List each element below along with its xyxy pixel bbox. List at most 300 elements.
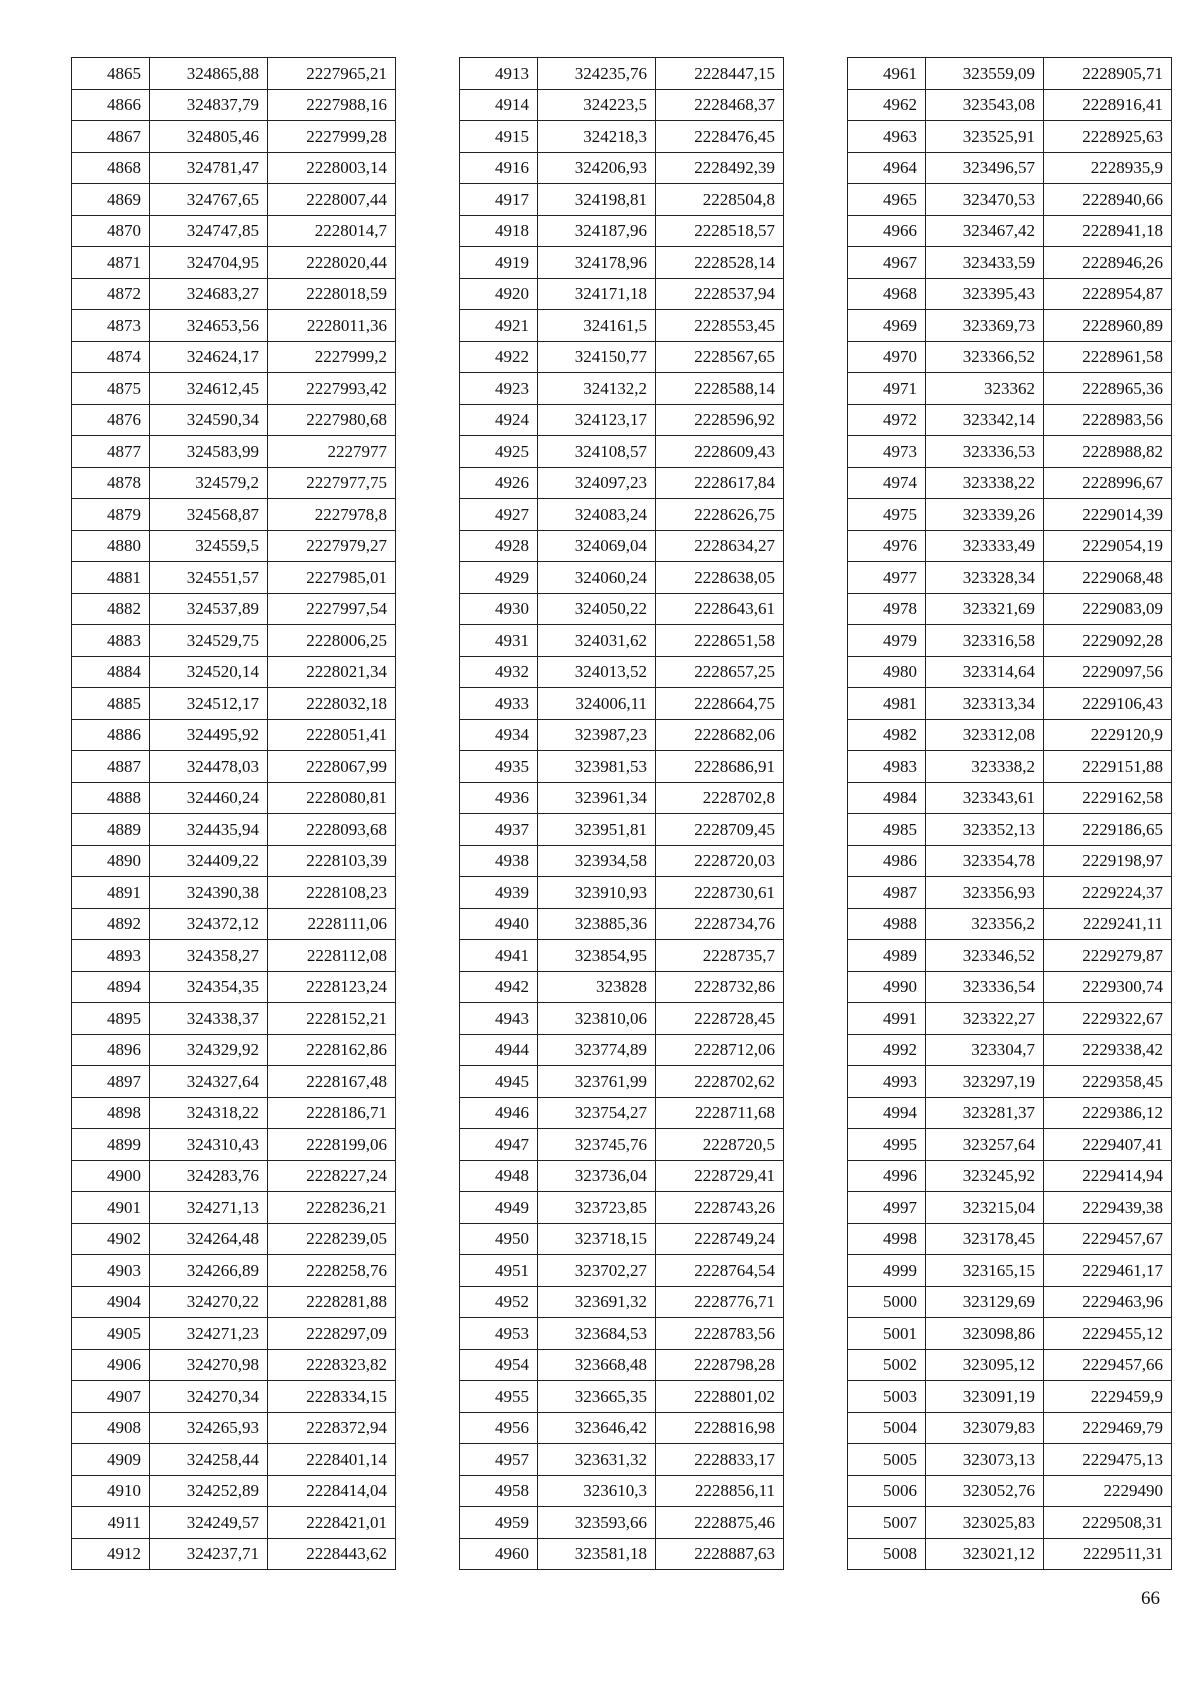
- x-coordinate-cell: 324318,22: [150, 1097, 268, 1129]
- table-row: [72, 1003, 396, 1035]
- y-coordinate-cell: 2228447,15: [656, 58, 784, 90]
- x-coordinate-cell: 323356,2: [926, 908, 1044, 940]
- x-coordinate-cell: 323525,91: [926, 121, 1044, 153]
- x-coordinate-cell: 323987,23: [538, 719, 656, 751]
- table-row: [848, 89, 1172, 121]
- point-number-cell: 4922: [460, 341, 538, 373]
- x-coordinate-cell: 323079,83: [926, 1412, 1044, 1444]
- x-coordinate-cell: 323336,53: [926, 436, 1044, 468]
- point-number-cell: 4981: [848, 688, 926, 720]
- point-number-cell: 4869: [72, 184, 150, 216]
- point-number-cell: 4999: [848, 1255, 926, 1287]
- x-coordinate-cell: 323684,53: [538, 1318, 656, 1350]
- y-coordinate-cell: 2228960,89: [1044, 310, 1172, 342]
- y-coordinate-cell: 2229198,97: [1044, 845, 1172, 877]
- table-body: [460, 58, 784, 1570]
- table-row: [848, 1160, 1172, 1192]
- y-coordinate-cell: 2228476,45: [656, 121, 784, 153]
- x-coordinate-cell: 324132,2: [538, 373, 656, 405]
- x-coordinate-cell: 324223,5: [538, 89, 656, 121]
- y-coordinate-cell: 2228801,02: [656, 1381, 784, 1413]
- table-row: [848, 341, 1172, 373]
- y-coordinate-cell: 2228372,94: [268, 1412, 396, 1444]
- table-row: [460, 593, 784, 625]
- x-coordinate-cell: 323328,34: [926, 562, 1044, 594]
- table-row: [460, 58, 784, 90]
- y-coordinate-cell: 2228504,8: [656, 184, 784, 216]
- point-number-cell: 4952: [460, 1286, 538, 1318]
- x-coordinate-cell: 323321,69: [926, 593, 1044, 625]
- x-coordinate-cell: 324460,24: [150, 782, 268, 814]
- point-number-cell: 4983: [848, 751, 926, 783]
- y-coordinate-cell: 2228916,41: [1044, 89, 1172, 121]
- point-number-cell: 4912: [72, 1538, 150, 1570]
- y-coordinate-cell: 2228297,09: [268, 1318, 396, 1350]
- x-coordinate-cell: 323025,83: [926, 1507, 1044, 1539]
- point-number-cell: 4921: [460, 310, 538, 342]
- x-coordinate-cell: 324520,14: [150, 656, 268, 688]
- point-number-cell: 4871: [72, 247, 150, 279]
- point-number-cell: 4986: [848, 845, 926, 877]
- point-number-cell: 5008: [848, 1538, 926, 1570]
- point-number-cell: 4897: [72, 1066, 150, 1098]
- y-coordinate-cell: 2228011,36: [268, 310, 396, 342]
- y-coordinate-cell: 2228020,44: [268, 247, 396, 279]
- y-coordinate-cell: 2228567,65: [656, 341, 784, 373]
- x-coordinate-cell: 323073,13: [926, 1444, 1044, 1476]
- point-number-cell: 4879: [72, 499, 150, 531]
- table-row: [72, 1349, 396, 1381]
- x-coordinate-cell: 324624,17: [150, 341, 268, 373]
- point-number-cell: 4943: [460, 1003, 538, 1035]
- y-coordinate-cell: 2228702,8: [656, 782, 784, 814]
- x-coordinate-cell: 323366,52: [926, 341, 1044, 373]
- x-coordinate-cell: 323342,14: [926, 404, 1044, 436]
- point-number-cell: 4878: [72, 467, 150, 499]
- table-row: [460, 1318, 784, 1350]
- point-number-cell: 4990: [848, 971, 926, 1003]
- point-number-cell: 4874: [72, 341, 150, 373]
- table-row: [460, 1003, 784, 1035]
- x-coordinate-cell: 324283,76: [150, 1160, 268, 1192]
- point-number-cell: 4892: [72, 908, 150, 940]
- y-coordinate-cell: 2228518,57: [656, 215, 784, 247]
- y-coordinate-cell: 2228776,71: [656, 1286, 784, 1318]
- y-coordinate-cell: 2227985,01: [268, 562, 396, 594]
- point-number-cell: 4902: [72, 1223, 150, 1255]
- point-number-cell: 4906: [72, 1349, 150, 1381]
- table-row: [72, 341, 396, 373]
- table-row: [848, 877, 1172, 909]
- point-number-cell: 4989: [848, 940, 926, 972]
- table-row: [848, 814, 1172, 846]
- table-row: [460, 751, 784, 783]
- x-coordinate-cell: 324249,57: [150, 1507, 268, 1539]
- y-coordinate-cell: 2228108,23: [268, 877, 396, 909]
- x-coordinate-cell: 323828: [538, 971, 656, 1003]
- point-number-cell: 4909: [72, 1444, 150, 1476]
- table-row: [72, 89, 396, 121]
- table-body: [72, 58, 396, 1570]
- y-coordinate-cell: 2228421,01: [268, 1507, 396, 1539]
- y-coordinate-cell: 2229083,09: [1044, 593, 1172, 625]
- x-coordinate-cell: 324270,22: [150, 1286, 268, 1318]
- table-row: [460, 1475, 784, 1507]
- x-coordinate-cell: 324372,12: [150, 908, 268, 940]
- table-row: [460, 1160, 784, 1192]
- table-row: [72, 971, 396, 1003]
- table-row: [848, 373, 1172, 405]
- y-coordinate-cell: 2228239,05: [268, 1223, 396, 1255]
- point-number-cell: 4901: [72, 1192, 150, 1224]
- x-coordinate-cell: 324478,03: [150, 751, 268, 783]
- y-coordinate-cell: 2228935,9: [1044, 152, 1172, 184]
- x-coordinate-cell: 324495,92: [150, 719, 268, 751]
- x-coordinate-cell: 323336,54: [926, 971, 1044, 1003]
- point-number-cell: 4947: [460, 1129, 538, 1161]
- point-number-cell: 4877: [72, 436, 150, 468]
- x-coordinate-cell: 323665,35: [538, 1381, 656, 1413]
- x-coordinate-cell: 324390,38: [150, 877, 268, 909]
- table-row: [848, 845, 1172, 877]
- x-coordinate-cell: 323885,36: [538, 908, 656, 940]
- table-row: [72, 1066, 396, 1098]
- y-coordinate-cell: 2227999,2: [268, 341, 396, 373]
- table-row: [72, 1507, 396, 1539]
- y-coordinate-cell: 2228905,71: [1044, 58, 1172, 90]
- y-coordinate-cell: 2227980,68: [268, 404, 396, 436]
- point-number-cell: 4951: [460, 1255, 538, 1287]
- y-coordinate-cell: 2228798,28: [656, 1349, 784, 1381]
- point-number-cell: 5001: [848, 1318, 926, 1350]
- x-coordinate-cell: 323723,85: [538, 1192, 656, 1224]
- point-number-cell: 4932: [460, 656, 538, 688]
- y-coordinate-cell: 2228712,06: [656, 1034, 784, 1066]
- y-coordinate-cell: 2228720,03: [656, 845, 784, 877]
- point-number-cell: 4963: [848, 121, 926, 153]
- point-number-cell: 4982: [848, 719, 926, 751]
- point-number-cell: 4925: [460, 436, 538, 468]
- point-number-cell: 4957: [460, 1444, 538, 1476]
- y-coordinate-cell: 2228711,68: [656, 1097, 784, 1129]
- x-coordinate-cell: 323774,89: [538, 1034, 656, 1066]
- point-number-cell: 4953: [460, 1318, 538, 1350]
- y-coordinate-cell: 2228749,24: [656, 1223, 784, 1255]
- y-coordinate-cell: 2229469,79: [1044, 1412, 1172, 1444]
- y-coordinate-cell: 2229463,96: [1044, 1286, 1172, 1318]
- table-row: [848, 1003, 1172, 1035]
- y-coordinate-cell: 2229386,12: [1044, 1097, 1172, 1129]
- point-number-cell: 4884: [72, 656, 150, 688]
- x-coordinate-cell: 324150,77: [538, 341, 656, 373]
- y-coordinate-cell: 2229186,65: [1044, 814, 1172, 846]
- table-row: [72, 908, 396, 940]
- y-coordinate-cell: 2229014,39: [1044, 499, 1172, 531]
- table-row: [460, 121, 784, 153]
- y-coordinate-cell: 2227993,42: [268, 373, 396, 405]
- y-coordinate-cell: 2228734,76: [656, 908, 784, 940]
- y-coordinate-cell: 2229106,43: [1044, 688, 1172, 720]
- table-row: [72, 1160, 396, 1192]
- point-number-cell: 4933: [460, 688, 538, 720]
- table-row: [72, 1129, 396, 1161]
- point-number-cell: 4885: [72, 688, 150, 720]
- point-number-cell: 4997: [848, 1192, 926, 1224]
- point-number-cell: 4888: [72, 782, 150, 814]
- y-coordinate-cell: 2228709,45: [656, 814, 784, 846]
- point-number-cell: 4969: [848, 310, 926, 342]
- table-row: [72, 184, 396, 216]
- x-coordinate-cell: 324187,96: [538, 215, 656, 247]
- y-coordinate-cell: 2228468,37: [656, 89, 784, 121]
- x-coordinate-cell: 324781,47: [150, 152, 268, 184]
- point-number-cell: 4950: [460, 1223, 538, 1255]
- table-row: [460, 625, 784, 657]
- table-row: [460, 1507, 784, 1539]
- table-row: [460, 1192, 784, 1224]
- point-number-cell: 4972: [848, 404, 926, 436]
- y-coordinate-cell: 2228152,21: [268, 1003, 396, 1035]
- table-row: [460, 215, 784, 247]
- x-coordinate-cell: 324354,35: [150, 971, 268, 1003]
- y-coordinate-cell: 2228657,25: [656, 656, 784, 688]
- table-row: [460, 1066, 784, 1098]
- x-coordinate-cell: 323433,59: [926, 247, 1044, 279]
- x-coordinate-cell: 323736,04: [538, 1160, 656, 1192]
- point-number-cell: 4970: [848, 341, 926, 373]
- point-number-cell: 4930: [460, 593, 538, 625]
- table-row: [72, 1223, 396, 1255]
- y-coordinate-cell: 2227965,21: [268, 58, 396, 90]
- point-number-cell: 4887: [72, 751, 150, 783]
- y-coordinate-cell: 2228199,06: [268, 1129, 396, 1161]
- y-coordinate-cell: 2228414,04: [268, 1475, 396, 1507]
- x-coordinate-cell: 323668,48: [538, 1349, 656, 1381]
- point-number-cell: 4904: [72, 1286, 150, 1318]
- y-coordinate-cell: 2228702,62: [656, 1066, 784, 1098]
- table-row: [72, 688, 396, 720]
- y-coordinate-cell: 2228093,68: [268, 814, 396, 846]
- x-coordinate-cell: 323304,7: [926, 1034, 1044, 1066]
- point-number-cell: 5000: [848, 1286, 926, 1318]
- x-coordinate-cell: 324237,71: [150, 1538, 268, 1570]
- x-coordinate-cell: 324537,89: [150, 593, 268, 625]
- point-number-cell: 4960: [460, 1538, 538, 1570]
- x-coordinate-cell: 323910,93: [538, 877, 656, 909]
- x-coordinate-cell: 324327,64: [150, 1066, 268, 1098]
- y-coordinate-cell: 2229457,66: [1044, 1349, 1172, 1381]
- table-row: [848, 247, 1172, 279]
- table-row: [848, 782, 1172, 814]
- point-number-cell: 4987: [848, 877, 926, 909]
- table-row: [848, 1286, 1172, 1318]
- point-number-cell: 4980: [848, 656, 926, 688]
- y-coordinate-cell: 2228103,39: [268, 845, 396, 877]
- y-coordinate-cell: 2229224,37: [1044, 877, 1172, 909]
- point-number-cell: 4868: [72, 152, 150, 184]
- x-coordinate-cell: 324271,13: [150, 1192, 268, 1224]
- table-row: [72, 782, 396, 814]
- table-row: [460, 1538, 784, 1570]
- point-number-cell: 4979: [848, 625, 926, 657]
- point-number-cell: 4923: [460, 373, 538, 405]
- table-row: [460, 89, 784, 121]
- x-coordinate-cell: 323356,93: [926, 877, 1044, 909]
- point-number-cell: 4955: [460, 1381, 538, 1413]
- x-coordinate-cell: 323362: [926, 373, 1044, 405]
- table-row: [72, 1097, 396, 1129]
- point-number-cell: 4998: [848, 1223, 926, 1255]
- point-number-cell: 4995: [848, 1129, 926, 1161]
- y-coordinate-cell: 2228588,14: [656, 373, 784, 405]
- y-coordinate-cell: 2229338,42: [1044, 1034, 1172, 1066]
- x-coordinate-cell: 324653,56: [150, 310, 268, 342]
- point-number-cell: 4881: [72, 562, 150, 594]
- table-row: [72, 152, 396, 184]
- point-number-cell: 4954: [460, 1349, 538, 1381]
- x-coordinate-cell: 323316,58: [926, 625, 1044, 657]
- table-row: [72, 404, 396, 436]
- x-coordinate-cell: 323754,27: [538, 1097, 656, 1129]
- table-row: [460, 404, 784, 436]
- table-row: [72, 310, 396, 342]
- x-coordinate-cell: 324590,34: [150, 404, 268, 436]
- y-coordinate-cell: 2228401,14: [268, 1444, 396, 1476]
- point-number-cell: 4974: [848, 467, 926, 499]
- point-number-cell: 4880: [72, 530, 150, 562]
- table-row: [848, 1444, 1172, 1476]
- point-number-cell: 4944: [460, 1034, 538, 1066]
- y-coordinate-cell: 2228123,24: [268, 971, 396, 1003]
- table-row: [460, 499, 784, 531]
- table-row: [460, 1129, 784, 1161]
- point-number-cell: 4899: [72, 1129, 150, 1161]
- point-number-cell: 4996: [848, 1160, 926, 1192]
- table-row: [72, 1286, 396, 1318]
- table-row: [848, 1318, 1172, 1350]
- y-coordinate-cell: 2228954,87: [1044, 278, 1172, 310]
- table-row: [848, 719, 1172, 751]
- y-coordinate-cell: 2228638,05: [656, 562, 784, 594]
- table-row: [460, 152, 784, 184]
- table-row: [460, 1412, 784, 1444]
- table-body: [848, 58, 1172, 1570]
- y-coordinate-cell: 2228988,82: [1044, 436, 1172, 468]
- point-number-cell: 4890: [72, 845, 150, 877]
- y-coordinate-cell: 2228735,7: [656, 940, 784, 972]
- y-coordinate-cell: 2229358,45: [1044, 1066, 1172, 1098]
- x-coordinate-cell: 324266,89: [150, 1255, 268, 1287]
- table-row: [848, 1192, 1172, 1224]
- x-coordinate-cell: 324264,48: [150, 1223, 268, 1255]
- point-number-cell: 4924: [460, 404, 538, 436]
- table-row: [848, 625, 1172, 657]
- table-row: [460, 310, 784, 342]
- y-coordinate-cell: 2228686,91: [656, 751, 784, 783]
- point-number-cell: 5003: [848, 1381, 926, 1413]
- x-coordinate-cell: 324409,22: [150, 845, 268, 877]
- y-coordinate-cell: 2228941,18: [1044, 215, 1172, 247]
- x-coordinate-cell: 324161,5: [538, 310, 656, 342]
- y-coordinate-cell: 2229508,31: [1044, 1507, 1172, 1539]
- x-coordinate-cell: 323810,06: [538, 1003, 656, 1035]
- y-coordinate-cell: 2229279,87: [1044, 940, 1172, 972]
- y-coordinate-cell: 2229407,41: [1044, 1129, 1172, 1161]
- x-coordinate-cell: 324767,65: [150, 184, 268, 216]
- table-row: [72, 1412, 396, 1444]
- y-coordinate-cell: 2229054,19: [1044, 530, 1172, 562]
- y-coordinate-cell: 2228227,24: [268, 1160, 396, 1192]
- table-row: [72, 373, 396, 405]
- y-coordinate-cell: 2228664,75: [656, 688, 784, 720]
- x-coordinate-cell: 323352,13: [926, 814, 1044, 846]
- table-row: [460, 278, 784, 310]
- y-coordinate-cell: 2228258,76: [268, 1255, 396, 1287]
- y-coordinate-cell: 2227988,16: [268, 89, 396, 121]
- table-row: [72, 1192, 396, 1224]
- y-coordinate-cell: 2228728,45: [656, 1003, 784, 1035]
- point-number-cell: 4917: [460, 184, 538, 216]
- x-coordinate-cell: 323631,32: [538, 1444, 656, 1476]
- point-number-cell: 4984: [848, 782, 926, 814]
- point-number-cell: 4915: [460, 121, 538, 153]
- table-row: [848, 688, 1172, 720]
- x-coordinate-cell: 323354,78: [926, 845, 1044, 877]
- x-coordinate-cell: 324435,94: [150, 814, 268, 846]
- table-row: [460, 940, 784, 972]
- y-coordinate-cell: 2228018,59: [268, 278, 396, 310]
- table-row: [72, 58, 396, 90]
- y-coordinate-cell: 2228186,71: [268, 1097, 396, 1129]
- table-row: [848, 1097, 1172, 1129]
- table-row: [848, 436, 1172, 468]
- point-number-cell: 4867: [72, 121, 150, 153]
- y-coordinate-cell: 2228111,06: [268, 908, 396, 940]
- y-coordinate-cell: 2228783,56: [656, 1318, 784, 1350]
- table-row: [460, 341, 784, 373]
- x-coordinate-cell: 323021,12: [926, 1538, 1044, 1570]
- x-coordinate-cell: 323543,08: [926, 89, 1044, 121]
- x-coordinate-cell: 323312,08: [926, 719, 1044, 751]
- table-row: [460, 656, 784, 688]
- y-coordinate-cell: 2228946,26: [1044, 247, 1172, 279]
- table-row: [72, 247, 396, 279]
- x-coordinate-cell: 323095,12: [926, 1349, 1044, 1381]
- y-coordinate-cell: 2228887,63: [656, 1538, 784, 1570]
- point-number-cell: 4929: [460, 562, 538, 594]
- x-coordinate-cell: 324529,75: [150, 625, 268, 657]
- x-coordinate-cell: 324206,93: [538, 152, 656, 184]
- point-number-cell: 4926: [460, 467, 538, 499]
- point-number-cell: 4964: [848, 152, 926, 184]
- x-coordinate-cell: 324865,88: [150, 58, 268, 90]
- point-number-cell: 4895: [72, 1003, 150, 1035]
- x-coordinate-cell: 323129,69: [926, 1286, 1044, 1318]
- table-row: [848, 1255, 1172, 1287]
- y-coordinate-cell: 2228334,15: [268, 1381, 396, 1413]
- y-coordinate-cell: 2229511,31: [1044, 1538, 1172, 1570]
- x-coordinate-cell: 324837,79: [150, 89, 268, 121]
- point-number-cell: 4896: [72, 1034, 150, 1066]
- y-coordinate-cell: 2229151,88: [1044, 751, 1172, 783]
- y-coordinate-cell: 2229162,58: [1044, 782, 1172, 814]
- point-number-cell: 4916: [460, 152, 538, 184]
- y-coordinate-cell: 2227997,54: [268, 593, 396, 625]
- x-coordinate-cell: 324310,43: [150, 1129, 268, 1161]
- table-row: [848, 593, 1172, 625]
- table-row: [72, 467, 396, 499]
- table-row: [72, 1538, 396, 1570]
